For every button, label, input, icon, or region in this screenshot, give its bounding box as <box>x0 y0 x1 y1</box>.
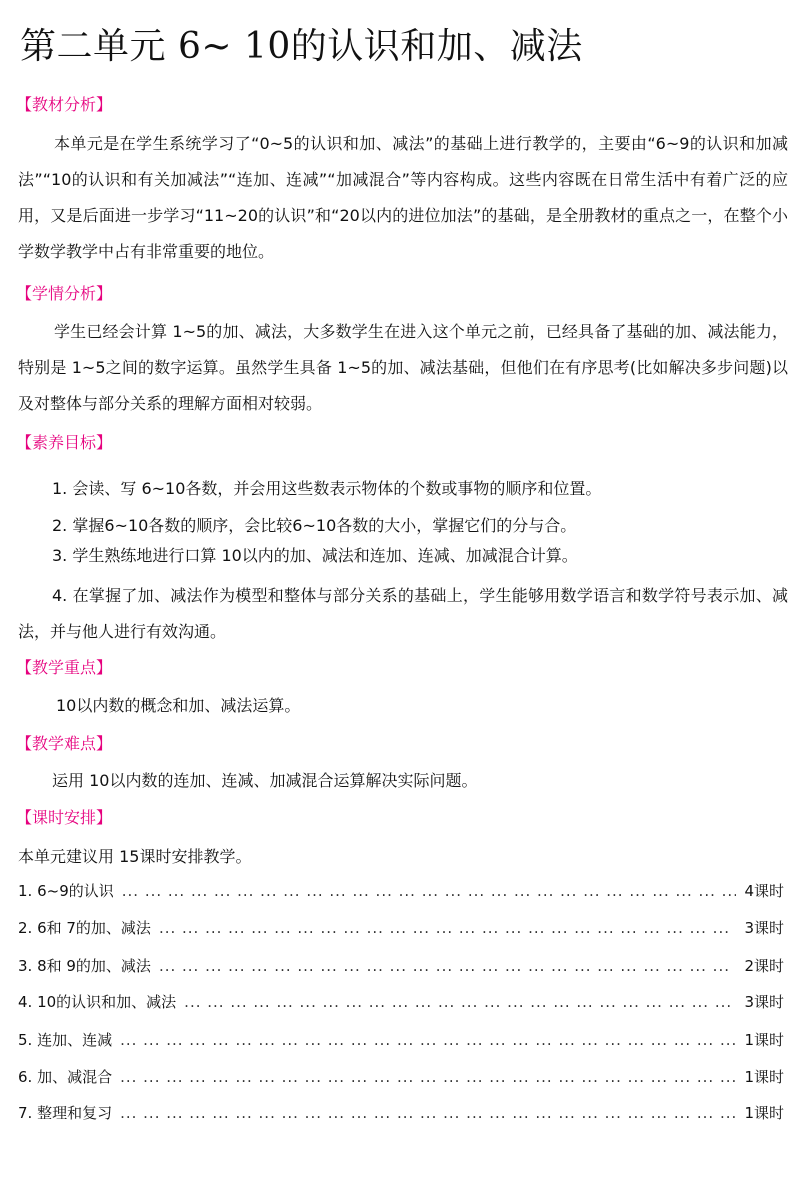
leader-dots <box>120 1104 736 1122</box>
goal-item: 2. 掌握6~10各数的顺序，会比较6~10各数的大小，掌握它们的分与合。 <box>52 516 577 535</box>
schedule-row <box>18 1029 784 1050</box>
difficulties-text: 运用 10以内数的连加、连减、加减混合运算解决实际问题。 <box>52 771 478 790</box>
students-paragraph: 学生已经会计算 1~5的加、减法，大多数学生在进入这个单元之前，已经具备了基础的加、减法能力，特别是 1~5之间的数字运算。虽然学生具备 1~5的加、减法基础，但他们在有序思考(比如解决多步问题)以及对整体与部分关系的理解方面相对较弱。 <box>18 322 788 413</box>
materials-paragraph: 本单元是在学生系统学习了“0~5的认识和加、减法”的基础上进行教学的，主要由“6~9的认识和加减法”“10的认识和有关加减法”“连加、连减”“加减混合”等内容构成。这些内容既在日常生活中有着广泛的应用，又是后面进一步学习“11~20的认识”和“20以内的进位加法”的基础，是全册教材的重点之一，在整个小学数学教学中占有非常重要的地位。 <box>18 134 788 261</box>
schedule-row <box>18 955 784 976</box>
schedule-lesson-hours: 3课时 <box>744 919 784 937</box>
schedule-lesson-hours: 2课时 <box>744 957 784 975</box>
schedule-intro: 本单元建议用 15课时安排教学。 <box>18 847 252 866</box>
section-heading-schedule: 【课时安排】 <box>16 808 113 827</box>
schedule-row <box>18 880 784 901</box>
schedule-lesson-hours: 4课时 <box>744 882 784 900</box>
section-heading-difficulties: 【教学难点】 <box>16 734 113 753</box>
schedule-row <box>18 1066 784 1087</box>
leader-dots <box>122 882 737 900</box>
goal-item: 1. 会读、写 6~10各数，并会用这些数表示物体的个数或事物的顺序和位置。 <box>52 479 602 498</box>
schedule-row <box>18 1102 784 1123</box>
goal-item: 3. 学生熟练地进行口算 10以内的加、减法和连加、连减、加减混合计算。 <box>52 546 578 565</box>
leader-dots <box>120 1068 736 1086</box>
schedule-row <box>18 917 784 938</box>
schedule-lesson-title: 6. 加、减混合 <box>18 1068 113 1086</box>
section-heading-students: 【学情分析】 <box>16 284 113 303</box>
schedule-lesson-hours: 1课时 <box>744 1068 784 1086</box>
leader-dots <box>120 1031 736 1049</box>
schedule-row <box>18 991 784 1012</box>
page-title: 第二单元 6~ 10的认识和加、减法 <box>20 26 583 67</box>
goal-item: 4. 在掌握了加、减法作为模型和整体与部分关系的基础上，学生能够用数学语言和数学符号表示加、减法，并与他人进行有效沟通。 <box>18 586 788 641</box>
section-heading-materials: 【教材分析】 <box>16 95 113 114</box>
schedule-lesson-title: 4. 10的认识和加、减法 <box>18 993 177 1011</box>
leader-dots <box>159 919 737 937</box>
schedule-lesson-title: 5. 连加、连减 <box>18 1031 113 1049</box>
leader-dots <box>184 993 736 1011</box>
section-heading-key-points: 【教学重点】 <box>16 658 113 677</box>
leader-dots <box>159 957 737 975</box>
key-points-text: 10以内数的概念和加、减法运算。 <box>56 696 301 715</box>
schedule-lesson-title: 2. 6和 7的加、减法 <box>18 919 151 937</box>
schedule-lesson-hours: 3课时 <box>744 993 784 1011</box>
schedule-lesson-hours: 1课时 <box>744 1104 784 1122</box>
schedule-lesson-title: 3. 8和 9的加、减法 <box>18 957 151 975</box>
schedule-lesson-hours: 1课时 <box>744 1031 784 1049</box>
section-heading-goals: 【素养目标】 <box>16 433 113 452</box>
schedule-lesson-title: 1. 6~9的认识 <box>18 882 114 900</box>
schedule-lesson-title: 7. 整理和复习 <box>18 1104 113 1122</box>
